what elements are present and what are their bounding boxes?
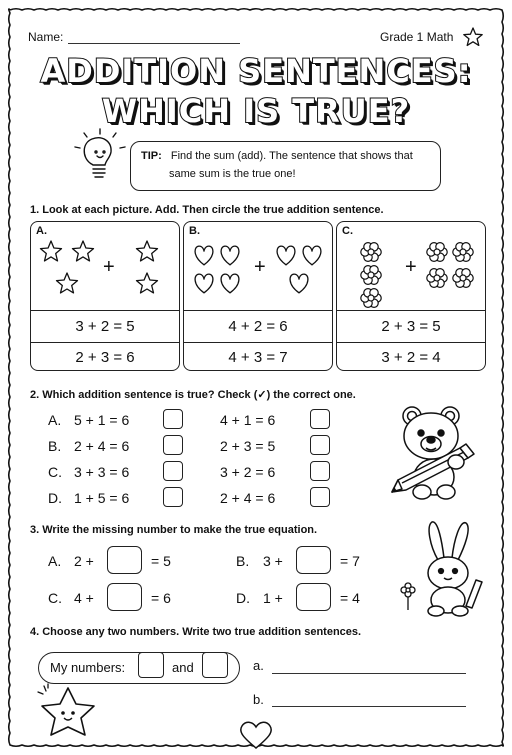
q2-label: D. xyxy=(48,490,62,506)
tip-box xyxy=(130,141,441,191)
panel-label: C. xyxy=(342,225,353,237)
star-icon xyxy=(57,273,78,293)
answer-line-b[interactable] xyxy=(272,706,466,707)
name-label: Name: xyxy=(28,30,64,44)
q3-after: = 6 xyxy=(151,590,171,606)
section2-heading: 2. Which addition sentence is true? Check (✓) the correct one. xyxy=(30,389,356,401)
tip-text-1: Find the sum (add). The sentence that shows that xyxy=(170,150,413,162)
panel-divider xyxy=(184,342,332,343)
line-a-label: a. xyxy=(253,658,264,673)
heart-icon xyxy=(221,246,239,265)
heart-icon xyxy=(241,722,271,748)
heart-icon xyxy=(195,246,213,265)
check-box[interactable] xyxy=(310,461,330,481)
and-label: and xyxy=(172,660,194,675)
q3-after: = 7 xyxy=(340,553,360,569)
q2-label: C. xyxy=(48,464,62,480)
q2-sentence: 4 + 1 = 6 xyxy=(220,412,276,428)
answer-box[interactable] xyxy=(296,546,331,574)
flower-icon xyxy=(361,266,381,285)
q3-label: A. xyxy=(48,553,62,569)
q2-sentence: 1 + 5 = 6 xyxy=(74,490,130,506)
panel-divider xyxy=(184,310,332,311)
heart-icon xyxy=(195,274,213,293)
q3-before: 2 + xyxy=(74,553,94,569)
tip-line-1 xyxy=(141,147,440,165)
heart-icon xyxy=(303,246,321,265)
check-box[interactable] xyxy=(310,487,330,507)
check-box[interactable] xyxy=(163,461,183,481)
panel-label: B. xyxy=(189,225,200,237)
q2-label: B. xyxy=(48,438,62,454)
answer-box[interactable] xyxy=(107,583,142,611)
panel-divider xyxy=(337,310,485,311)
panel-divider xyxy=(31,310,179,311)
q3-after: = 5 xyxy=(151,553,171,569)
smiling-star-icon xyxy=(32,682,104,740)
q2-sentence: 3 + 2 = 6 xyxy=(220,464,276,480)
section4-heading: 4. Choose any two numbers. Write two true addition sentences. xyxy=(30,626,362,638)
answer-box[interactable] xyxy=(296,583,331,611)
heart-group-left xyxy=(192,242,254,302)
q2-sentence: 2 + 4 = 6 xyxy=(74,438,130,454)
q3-before: 1 + xyxy=(263,590,283,606)
heart-icon xyxy=(290,274,308,293)
heart-group-right xyxy=(272,242,328,302)
section1-heading: 1. Look at each picture. Add. Then circle the true addition sentence. xyxy=(30,204,384,216)
check-box[interactable] xyxy=(163,435,183,455)
section3-heading: 3. Write the missing number to make the true equation. xyxy=(30,524,318,536)
q3-after: = 4 xyxy=(340,590,360,606)
panel-label: A. xyxy=(36,225,47,237)
panel-a xyxy=(30,221,180,371)
q2-sentence: 2 + 3 = 5 xyxy=(220,438,276,454)
equation-2[interactable]: 3 + 2 = 4 xyxy=(381,349,441,366)
check-box[interactable] xyxy=(310,435,330,455)
q2-sentence: 3 + 3 = 6 xyxy=(74,464,130,480)
panel-divider xyxy=(337,342,485,343)
name-field[interactable] xyxy=(68,43,240,44)
equation-1[interactable]: 3 + 2 = 5 xyxy=(75,318,135,335)
page-title-line1: ADDITION SENTENCES: xyxy=(40,52,472,90)
q3-label: C. xyxy=(48,590,62,606)
tip-label: TIP: xyxy=(141,150,162,162)
bunny-icon xyxy=(400,518,490,618)
star-icon xyxy=(73,241,94,261)
plus-sign: + xyxy=(254,256,266,278)
flower-icon xyxy=(361,289,381,308)
q3-before: 3 + xyxy=(263,553,283,569)
flower-icon xyxy=(427,269,447,288)
star-group-right xyxy=(131,240,163,300)
check-box[interactable] xyxy=(163,409,183,429)
q2-sentence: 2 + 4 = 6 xyxy=(220,490,276,506)
equation-2[interactable]: 2 + 3 = 6 xyxy=(75,349,135,366)
star-group-left xyxy=(39,240,101,300)
q3-label: D. xyxy=(236,590,250,606)
answer-line-a[interactable] xyxy=(272,673,466,674)
equation-1[interactable]: 2 + 3 = 5 xyxy=(381,318,441,335)
flower-icon xyxy=(453,243,473,262)
panel-c xyxy=(336,221,486,371)
star-icon xyxy=(137,241,158,261)
star-icon xyxy=(137,273,158,293)
flower-icon xyxy=(453,269,473,288)
equation-2[interactable]: 4 + 3 = 7 xyxy=(228,349,288,366)
lightbulb-icon xyxy=(72,127,128,189)
plus-sign: + xyxy=(103,256,115,278)
tip-text-2: same sum is the true one! xyxy=(169,168,296,180)
star-icon xyxy=(41,241,62,261)
teddy-bear-icon xyxy=(382,402,482,502)
answer-box[interactable] xyxy=(107,546,142,574)
number-box-2[interactable] xyxy=(202,652,228,678)
grade-label: Grade 1 Math xyxy=(380,30,454,44)
heart-icon xyxy=(277,246,295,265)
panel-b xyxy=(183,221,333,371)
star-icon xyxy=(463,27,483,47)
check-box[interactable] xyxy=(163,487,183,507)
my-numbers-label: My numbers: xyxy=(50,660,126,675)
check-box[interactable] xyxy=(310,409,330,429)
panel-divider xyxy=(31,342,179,343)
line-b-label: b. xyxy=(253,692,264,707)
flower-icon xyxy=(361,243,381,262)
plus-sign: + xyxy=(405,256,417,278)
equation-1[interactable]: 4 + 2 = 6 xyxy=(228,318,288,335)
flower-icon xyxy=(427,243,447,262)
q3-before: 4 + xyxy=(74,590,94,606)
page-title-line2: WHICH IS TRUE? xyxy=(101,92,411,130)
flower-icon xyxy=(401,583,415,610)
q2-sentence: 5 + 1 = 6 xyxy=(74,412,130,428)
q2-label: A. xyxy=(48,412,62,428)
flower-group-left xyxy=(351,242,391,302)
q3-label: B. xyxy=(236,553,250,569)
flower-group-right xyxy=(425,242,481,302)
number-box-1[interactable] xyxy=(138,652,164,678)
heart-icon xyxy=(221,274,239,293)
